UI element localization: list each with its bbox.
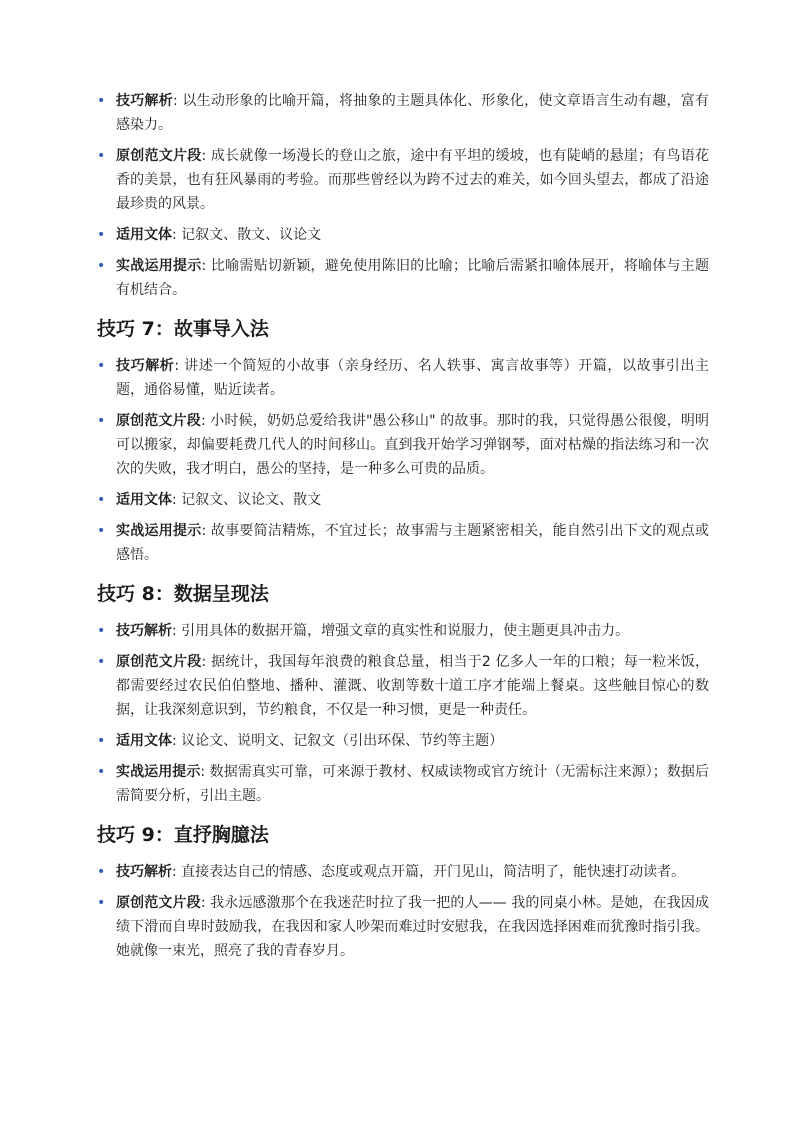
section-list xyxy=(97,619,709,808)
item-text: 成长就像一场漫长的登山之旅，途中有平坦的缓坡，也有陡峭的悬崖；有鸟语花香的美景，也有狂风暴雨的考验。而那些曾经以为跨不过去的难关，如今回头望去，都成了沿途最珍贵的风景。 xyxy=(116,148,710,212)
item-separator: : xyxy=(172,864,182,880)
item-label: 技巧解析 xyxy=(116,623,172,639)
item-separator: : xyxy=(200,764,210,780)
list-item xyxy=(97,144,709,216)
bullet-icon: • xyxy=(97,148,106,164)
list-item xyxy=(97,729,709,753)
list-item xyxy=(97,254,709,302)
item-label: 技巧解析 xyxy=(116,93,173,109)
bullet-icon: • xyxy=(97,258,106,274)
item-label: 实战运用提示 xyxy=(116,764,201,780)
item-text: 记叙文、散文、议论文 xyxy=(181,227,322,243)
item-label: 原创范文片段 xyxy=(116,654,202,670)
item-separator: : xyxy=(201,258,211,274)
item-text: 据统计，我国每年浪费的粮食总量，相当于2 亿多人一年的口粮；每一粒米饭，都需要经过农民伯伯整地、播种、灌溉、收割等数十道工序才能端上餐桌。这些触目惊心的数据，让我深刻意识到，节约粮食，不仅是一种习惯，更是一种责任。 xyxy=(116,654,710,718)
item-text: 直接表达自己的情感、态度或观点开篇，开门见山，简洁明了，能快速打动读者。 xyxy=(181,864,686,880)
item-separator: : xyxy=(200,413,211,429)
item-label: 原创范文片段 xyxy=(116,148,202,164)
item-label: 适用文体 xyxy=(116,227,172,243)
bullet-icon: • xyxy=(97,895,106,911)
bullet-icon: • xyxy=(97,492,106,508)
item-text: 讲述一个简短的小故事（亲身经历、名人轶事、寓言故事等）开篇，以故事引出主题，通俗易懂，贴近读者。 xyxy=(116,358,710,398)
section-list xyxy=(97,354,709,567)
item-text: 数据需真实可靠，可来源于教材、权威读物或官方统计（无需标注来源）；数据后需简要分析，引出主题。 xyxy=(116,764,709,804)
bullet-icon: • xyxy=(97,227,106,243)
item-label: 技巧解析 xyxy=(116,358,175,374)
list-item xyxy=(97,519,709,567)
list-item xyxy=(97,409,709,481)
section-heading: 技巧 8：数据呈现法 xyxy=(97,583,269,605)
item-separator: : xyxy=(172,623,182,639)
item-text: 以生动形象的比喻开篇，将抽象的主题具体化、形象化，使文章语言生动有趣，富有感染力。 xyxy=(116,93,710,133)
item-text: 小时候，奶奶总爱给我讲"愚公移山" 的故事。那时的我，只觉得愚公很傻，明明可以搬家，却偏要耗费几代人的时间移山。直到我开始学习弹钢琴，面对枯燥的指法练习和一次次的失败，我才明白，愚公的坚持，是一种多么可贵的品质。 xyxy=(116,413,710,477)
item-text: 议论文、说明文、记叙文（引出环保、节约等主题） xyxy=(181,733,504,749)
item-text: 我永远感激那个在我迷茫时拉了我一把的人—— 我的同桌小林。是她，在我因成绩下滑而自卑时鼓励我，在我因和家人吵架而难过时安慰我，在我因选择困难而犹豫时指引我。她就像一束光，照亮了我的青春岁月。 xyxy=(116,895,710,959)
bullet-icon: • xyxy=(97,358,106,374)
section-list xyxy=(97,860,709,963)
item-separator: : xyxy=(172,93,183,109)
item-separator: : xyxy=(172,733,182,749)
item-separator: : xyxy=(174,358,185,374)
item-text: 故事要简洁精炼，不宜过长；故事需与主题紧密相关，能自然引出下文的观点或感悟。 xyxy=(116,523,710,563)
item-label: 实战运用提示 xyxy=(116,523,202,539)
list-item xyxy=(97,223,709,247)
list-item xyxy=(97,650,709,722)
section-heading: 技巧 7：故事导入法 xyxy=(97,318,269,340)
item-label: 原创范文片段 xyxy=(116,413,201,429)
bullet-icon: • xyxy=(97,764,106,780)
section-heading: 技巧 9：直抒胸臆法 xyxy=(97,824,269,846)
item-text: 比喻需贴切新颖，避免使用陈旧的比喻；比喻后需紧扣喻体展开，将喻体与主题有机结合。 xyxy=(116,258,710,298)
bullet-icon: • xyxy=(97,93,106,109)
list-item xyxy=(97,760,709,808)
list-item xyxy=(97,354,709,402)
list-item xyxy=(97,860,709,884)
bullet-icon: • xyxy=(97,654,106,670)
item-label: 技巧解析 xyxy=(116,864,172,880)
item-separator: : xyxy=(201,523,211,539)
item-label: 原创范文片段 xyxy=(116,895,201,911)
bullet-icon: • xyxy=(97,733,106,749)
bullet-icon: • xyxy=(97,864,106,880)
bullet-icon: • xyxy=(97,623,106,639)
item-text: 引用具体的数据开篇，增强文章的真实性和说服力，使主题更具冲击力。 xyxy=(181,623,630,639)
item-separator: : xyxy=(201,654,211,670)
item-label: 适用文体 xyxy=(116,733,172,749)
item-separator: : xyxy=(201,148,211,164)
bullet-icon: • xyxy=(97,413,106,429)
list-item xyxy=(97,89,709,137)
item-separator: : xyxy=(172,227,182,243)
item-separator: : xyxy=(172,492,182,508)
list-item xyxy=(97,619,709,643)
list-item xyxy=(97,488,709,512)
list-item xyxy=(97,891,709,963)
document-content xyxy=(97,89,709,970)
item-text: 记叙文、议论文、散文 xyxy=(181,492,322,508)
item-label: 适用文体 xyxy=(116,492,172,508)
section-list xyxy=(97,89,709,302)
item-separator: : xyxy=(200,895,211,911)
bullet-icon: • xyxy=(97,523,106,539)
item-label: 实战运用提示 xyxy=(116,258,202,274)
